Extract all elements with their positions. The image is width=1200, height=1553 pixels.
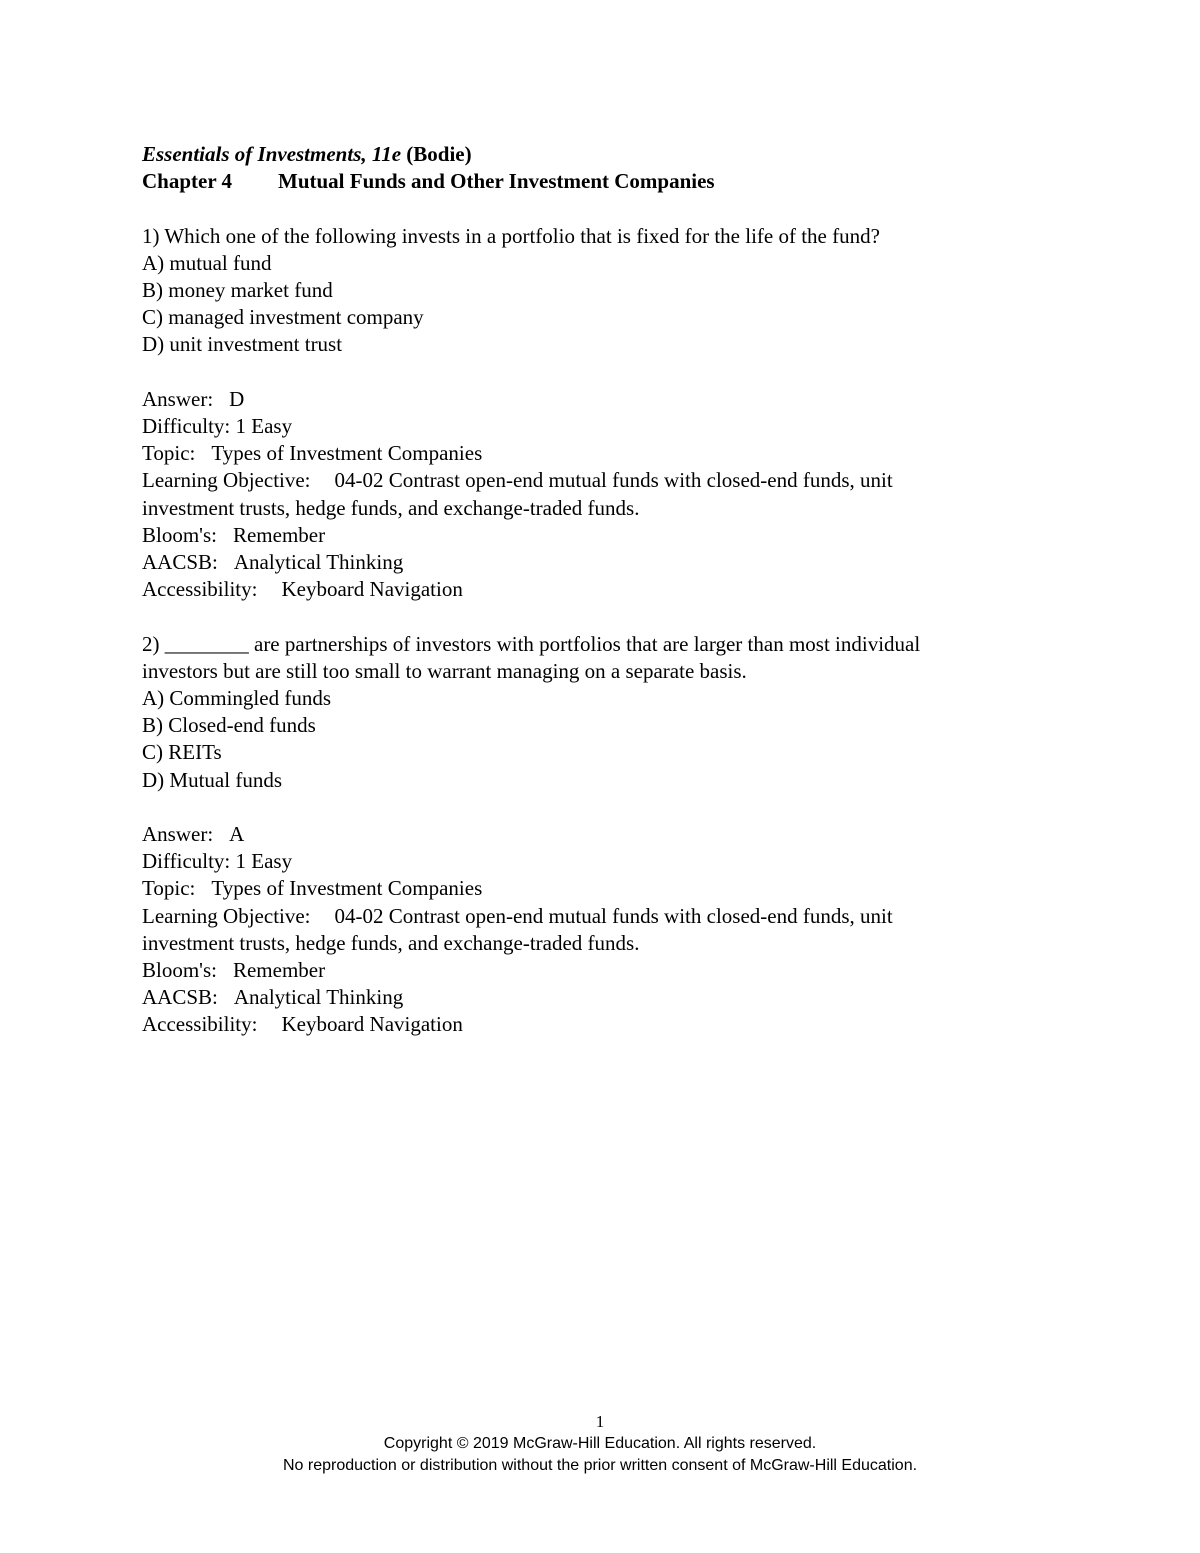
blooms-line [142, 522, 1042, 549]
answer-value: A [229, 822, 245, 847]
option-b: B) money market fund [142, 278, 333, 302]
accessibility-value: Keyboard Navigation [281, 1012, 463, 1037]
book-title: Essentials of Investments, 11e [142, 142, 402, 166]
blooms-label: Bloom's: [142, 522, 217, 547]
option-c: C) REITs [142, 740, 222, 765]
question-1 [142, 223, 1042, 604]
topic-value: Types of Investment Companies [211, 441, 483, 466]
blooms-label: Bloom's: [142, 958, 217, 983]
topic-line [142, 875, 1042, 902]
option-b: B) Closed-end funds [142, 713, 316, 738]
aacsb-value: Analytical Thinking [233, 550, 404, 575]
lo-value: 04-02 Contrast open-end mutual funds with closed-end funds, unit [334, 903, 893, 928]
option-d: D) Mutual funds [142, 767, 282, 792]
accessibility-label: Accessibility: [142, 1012, 258, 1037]
topic-line [142, 440, 1042, 467]
reproduction-notice: No reproduction or distribution without the prior written consent of McGraw-Hill Education. [282, 1457, 918, 1474]
aacsb-value: Analytical Thinking [233, 985, 404, 1010]
difficulty-line: Difficulty: 1 Easy [142, 414, 293, 438]
answer-label: Answer: [142, 822, 214, 847]
book-author: (Bodie) [406, 142, 472, 166]
accessibility-value: Keyboard Navigation [281, 577, 463, 602]
learning-objective-line [142, 467, 1042, 494]
chapter-title: Mutual Funds and Other Investment Companies [278, 169, 715, 194]
copyright-notice: Copyright © 2019 McGraw-Hill Education. All rights reserved. [383, 1435, 817, 1452]
question-stem: 2) ________ are partnerships of investors with portfolios that are larger than most individual [142, 631, 921, 656]
blooms-line [142, 957, 1042, 984]
page-footer [0, 1411, 1200, 1477]
answer-line [142, 386, 1042, 413]
learning-objective-continued: investment trusts, hedge funds, and exchange-traded funds. [142, 495, 640, 520]
blooms-value: Remember [232, 958, 326, 983]
learning-objective-continued: investment trusts, hedge funds, and exchange-traded funds. [142, 930, 640, 955]
question-2 [142, 631, 1042, 1039]
answer-value: D [229, 386, 245, 411]
book-title-line [142, 141, 1042, 168]
learning-objective-line [142, 903, 1042, 930]
topic-label: Topic: [142, 441, 196, 466]
accessibility-line [142, 576, 1042, 603]
aacsb-label: AACSB: [142, 985, 218, 1010]
chapter-heading [142, 168, 1042, 195]
blooms-value: Remember [232, 522, 326, 547]
option-a: A) Commingled funds [142, 686, 331, 711]
topic-value: Types of Investment Companies [211, 876, 483, 901]
aacsb-label: AACSB: [142, 550, 218, 575]
accessibility-label: Accessibility: [142, 577, 258, 602]
option-a: A) mutual fund [142, 250, 272, 275]
chapter-label: Chapter 4 [142, 169, 233, 194]
answer-line [142, 821, 1042, 848]
question-stem-continued: investors but are still too small to warrant managing on a separate basis. [142, 658, 747, 683]
difficulty-line: Difficulty: 1 Easy [142, 849, 293, 874]
lo-label: Learning Objective: [142, 468, 311, 493]
lo-label: Learning Objective: [142, 903, 311, 928]
aacsb-line [142, 984, 1042, 1011]
lo-value: 04-02 Contrast open-end mutual funds with closed-end funds, unit [334, 468, 893, 493]
topic-label: Topic: [142, 876, 196, 901]
page-number: 1 [595, 1412, 605, 1431]
answer-label: Answer: [142, 386, 214, 411]
question-stem: 1) Which one of the following invests in a portfolio that is fixed for the life of the fund? [142, 223, 880, 248]
accessibility-line [142, 1011, 1042, 1038]
page-content [142, 141, 1042, 1039]
aacsb-line [142, 549, 1042, 576]
option-c: C) managed investment company [142, 305, 424, 330]
option-d: D) unit investment trust [142, 332, 343, 357]
